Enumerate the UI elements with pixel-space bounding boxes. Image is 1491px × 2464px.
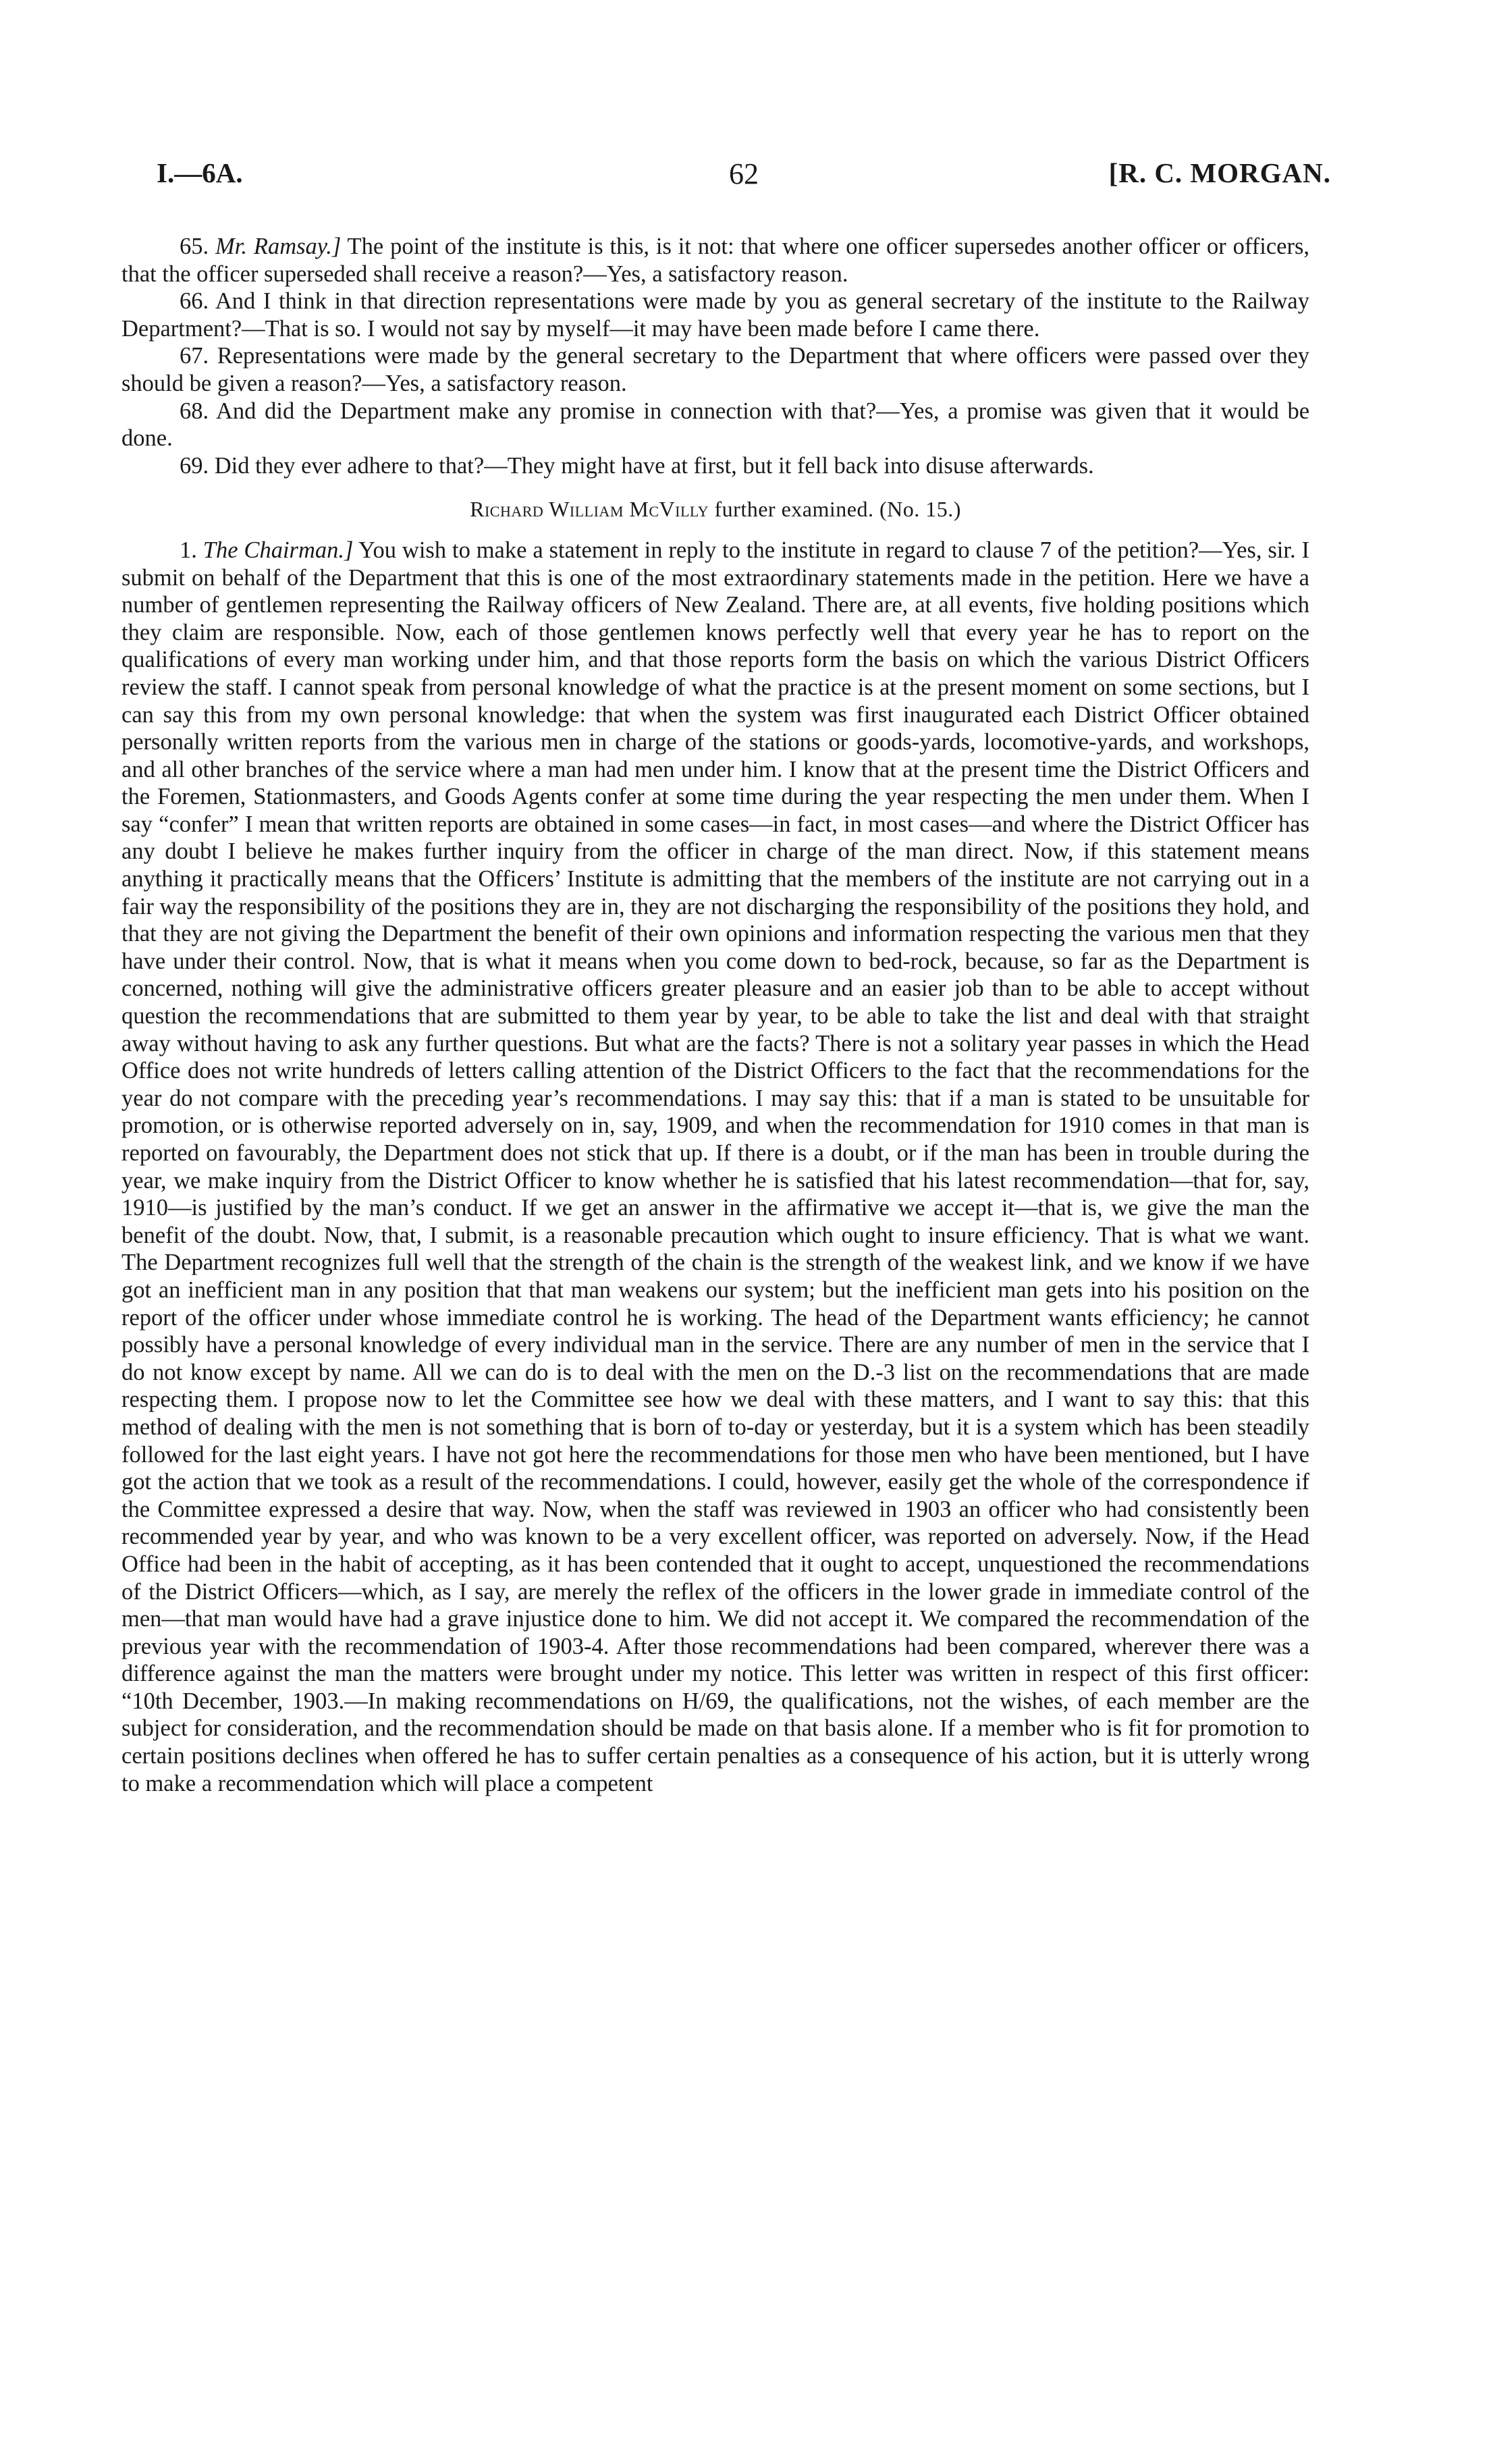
paragraph-text: Representations were made by the general secretary to the Department that where officers were passed over they should be given a reason?—Yes, a satisfactory reason. (121, 343, 1310, 396)
witness-heading (121, 496, 1309, 523)
question-number: 68. (180, 398, 209, 424)
paragraph-text: And I think in that direction representations were made by you as general secretary of the institute to the Railway Department?—That is so. I would not say by myself—it may have been made before I came there. (121, 288, 1309, 342)
question-number: 1. (180, 537, 197, 563)
header-page-number: 62 (729, 157, 759, 190)
qa-paragraph-69 (121, 452, 1309, 480)
question-number: 69. (180, 452, 209, 479)
heading-text: further examined. (No. 15.) (709, 497, 961, 522)
header-witness-name: [R. C. MORGAN. (1108, 157, 1331, 188)
paragraph-text: The point of the institute is this, is it not: that where one officer supersedes another officer or officers, that the officer superseded shall receive a reason?—Yes, a satisfactory reason. (121, 234, 1310, 287)
qa-paragraph-68 (121, 398, 1309, 452)
witness-name: Richard William McVilly (470, 497, 709, 522)
testimony-paragraph-1 (121, 537, 1309, 1797)
header-document-reference: I.—6A. (157, 157, 243, 188)
paragraph-text: You wish to make a statement in reply to the institute in regard to clause 7 of the petition?—Yes, sir. I submit on behalf of the Department that this is one of the most extraordinary statements made in the petition. Here we have a number of gentlemen representing the Railway officers of New Zealand. There are, at all events, five holding positions which they claim are responsible. Now, each of those gentlemen knows perfectly well that every year he has to report on the qualifications of every man working under him, and that those reports form the basis on which the various District Officers review the staff. I cannot speak from personal knowledge of what the practice is at the present moment on some sections, but I can say this from my own personal knowledge: that when the system was first inaugurated each District Officer obtained personally written reports from the various men in charge of the stations or goods-yards, locomotive-yards, and workshops, and all other branches of the service where a man had men under him. I know that at the present time the District Officers and the Foremen, Stationmasters, and Goods Agents confer at some time during the year respecting the men under them. When I say “confer” I mean that written reports are obtained in some cases—in fact, in most cases—and where the District Officer has any doubt I believe he makes further inquiry from the officer in charge of the man direct. Now, if this statement means anything it practically means that the Officers’ Institute is admitting that the members of the institute are not carrying out in a fair way the responsibility of the positions they are in, they are not discharging the responsibility of the positions they hold, and that they are not giving the Department the benefit of their own opinions and information respecting the various men that they have under their control. Now, that is what it means when you come down to bed-rock, because, so far as the Department is concerned, nothing will give the administrative officers greater pleasure and an easier job than to be able to accept without question the recommendations that are submitted to them year by year, to be able to take the list and deal with that straight away without having to ask any further questions. But what are the facts? There is not a solitary year passes in which the Head Office does not write hundreds of letters calling attention of the District Officers to the fact that the recommendations for the year do not compare with the preceding year’s recommendations. I may say this: that if a man is stated to be unsuitable for promotion, or is otherwise reported adversely on in, say, 1909, and when the recommendation for 1910 comes in that man is reported on favourably, the Department does not stick that up. If there is a doubt, or if the man has been in trouble during the year, we make inquiry from the District Officer to know whether he is satisfied that his latest recommendation—that for, say, 1910—is justified by the man’s conduct. If we get an answer in the affirmative we accept it—that is, we give the man the benefit of the doubt. Now, that, I submit, is a reasonable precaution which ought to insure efficiency. That is what we want. The Department recognizes full well that the strength of the chain is the strength of the weakest link, and we know if we have got an inefficient man in any position that that man weakens our system; but the inefficient man gets into his position on the report of the officer under whose immediate control he is working. The head of the Department wants efficiency; he cannot possibly have a personal knowledge of every individual man in the service. There are any number of men in the service that I do not know except by name. All we can do is to deal with the men on the D.-3 list on the recommendations that are made respecting them. I propose now to let the Committee see how we deal with these matters, and I want to say this: that this method of dealing with the men is not something that is born of to-day or yesterday, but it is a system which has been steadily followed for the last eight years. I have not got here the recommendations for those men who have been mentioned, but I have got the action that we took as a result of the recommendations. I could, however, easily get the whole of the correspondence if the Committee expressed a desire that way. Now, when the staff was reviewed in 1903 an officer who had consistently been recommended year by year, and who was known to be a very excellent officer, was reported on adversely. Now, if the Head Office had been in the habit of accepting, as it has been contended that it ought to accept, unquestioned the recommendations of the District Officers—which, as I say, are merely the reflex of the officers in the lower grade in immediate control of the men—that man would have had a grave injustice done to him. We did not accept it. We compared the recommendation of the previous year with the recommendation of 1903-4. After those recommendations had been compared, wherever there was a difference against the man the matters were brought under my notice. This letter was written in respect of this first officer: “10th December, 1903.—In making recommendations on H/69, the qualifications, not the wishes, of each member are the subject for consideration, and the recommendation should be made on that basis alone. If a member who is fit for promotion to certain positions declines when offered he has to suffer certain penalties as a consequence of his action, but it is utterly wrong to make a recommendation which will place a competent (121, 537, 1309, 1796)
paragraph-text: Did they ever adhere to that?—They might have at first, but it fell back into disuse afterwards. (214, 452, 1094, 479)
paragraph-text: And did the Department make any promise in connection with that?—Yes, a promise was given that it would be done. (121, 398, 1310, 452)
qa-paragraph-67 (121, 342, 1309, 397)
question-number: 65. (180, 234, 209, 259)
qa-paragraph-66 (121, 288, 1309, 342)
speaker-label: Mr. Ramsay.] (215, 234, 342, 259)
question-number: 66. (180, 288, 209, 315)
document-body (121, 233, 1309, 1797)
page-header (157, 157, 1331, 197)
question-number: 67. (180, 343, 209, 369)
speaker-label: The Chairman.] (202, 537, 354, 563)
qa-paragraph-65 (121, 233, 1309, 288)
